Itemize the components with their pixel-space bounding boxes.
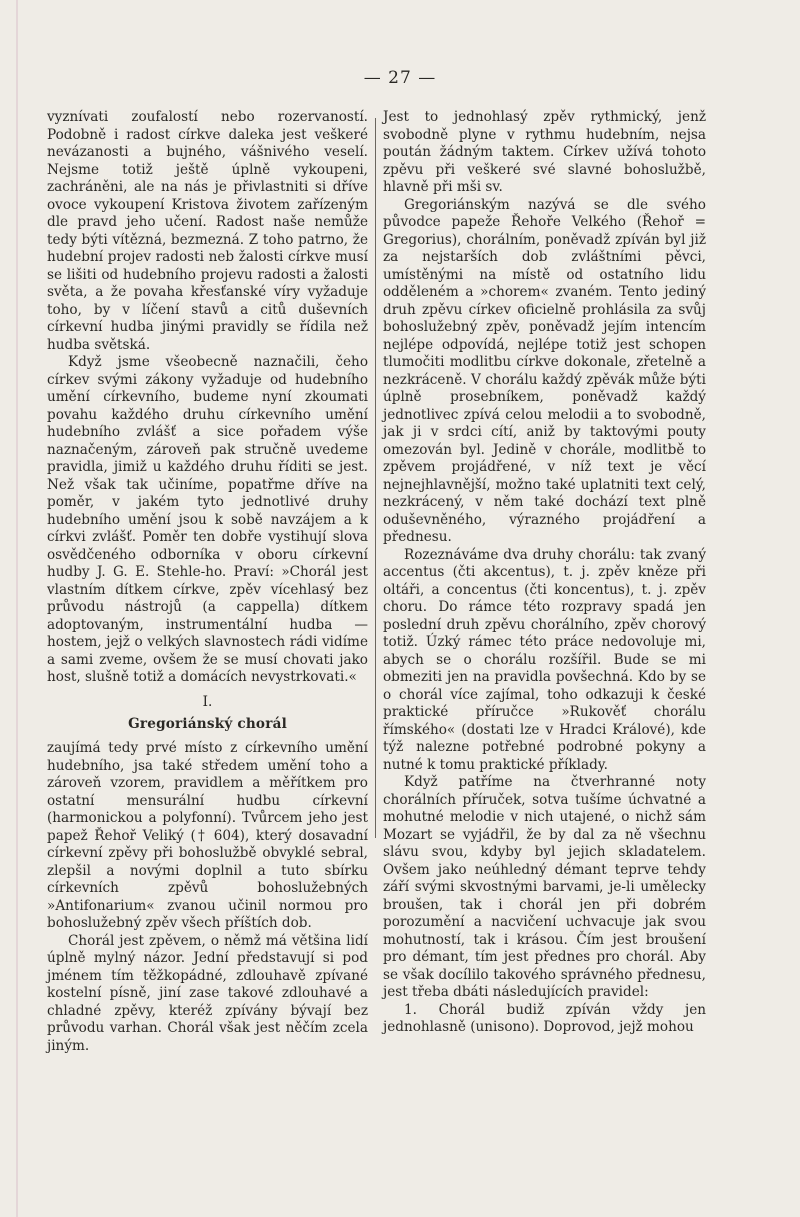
paragraph: Gregoriánským nazývá se dle svého původce papeže Řehoře Velkého (Řehoř = Gregorius), chorálním, poněvadž zpíván byl již za nejstarších dob zvláštními pěvci, umístěnými na místě od ostatního lidu odděleném a »chorem« zvaném. Tento jediný druh zpěvu církev oficielně prohlásila za svůj bohoslužebný zpěv, poněvadž jejím intencím nejlépe odpovídá, nejlépe totiž jest schopen tlumočiti modlitbu církve dokonale, zřetelně a nezkráceně. V chorálu každý zpěvák může býti úplně prosebníkem, poněvadž každý jednotlivec zpívá celou melodii a to svobodně, jak ji v srdci cítí, aniž by taktovými pouty omezován byl. Jedině v chorále, modlitbě to zpěvem projádřené, v níž text je věcí nejnejhlavnější, možno také uplatniti text celý, nezkrácený, v něm také dochází text plně oduševněného, výrazného projádření a přednesu. [383,196,706,545]
paragraph: vyznívati zoufalostí nebo rozervaností. Podobně i radost církve daleka jest veškeré nevázanosti a bujného, vášnivého veselí. Nejsme totiž ještě úplně vykoupeni, zachráněni, ale na nás je přivlastniti si dříve ovoce vykoupení Kristova životem zařízeným dle pravd jeho učení. Radost naše nemůže tedy býti vítězná, bezmezná. Z toho patrno, že hudební projev radosti neb žalosti církve musí se lišiti od hudebního projevu radosti a žalosti světa, a že povaha křesťanské víry vyžaduje toho, by v líčení stavů a citů duševních církevní hudba jinými pravidly se řídila než hudba světská. [47,109,368,353]
section-title: Gregoriánský chorál [128,715,287,732]
column-divider [375,118,376,838]
paragraph: Když jsme všeobecně naznačili, čeho církev svými zákony vyžaduje od hudebního umění církevního, budeme nyní zkoumati povahu každého druhu církevního umění hudebního zvlášť a sice pořadem výše naznačeným, zároveň pak stručně uvedeme pravidla, jimiž u každého druhu říditi se jest. Než však tak učiníme, popatřme dříve na poměr, v jakém tyto jednotlivé druhy hudebního umění jsou k sobě navzájem a k církvi zvlášť. Poměr ten dobře vystihují slova osvědčeného odborníka v oboru církevní hudby J. G. E. Stehle-ho. Praví: »Chorál jest vlastním dítkem církve, zpěv vícehlasý bez průvodu nástrojů (a cappella) dítkem adoptovaným, instrumentální hudba — hostem, jejž o velkých slavnostech rádi vidíme a sami zveme, ovšem že se musí chovati jako host, slušně totiž a domácích nevystrkovati.« [47,354,368,685]
left-column [47,109,368,1055]
paragraph: Když patříme na čtverhranné noty chorálních příruček, sotva tušíme úchvatné a mohutné melodie v nich utajené, o nichž sám Mozart se vyjádřil, že by dal za ně všechnu slávu svou, kdyby byl jejich skladatelem. Ovšem jako neúhledný démant teprve tehdy září svými skvostnými barvami, je-li umělecky broušen, tak i chorál jen při dobrém porozumění a nacvičení uchvacuje jak svou mohutností, tak i krásou. Čím jest broušení pro démant, tím jest přednes pro chorál. Aby se však docílilo takového správného přednesu, jest třeba dbáti následujících pravidel: [383,774,706,1000]
paragraph: 1. Chorál budiž zpíván vždy jen jednohlasně (unisono). Doprovod, jejž mohou [383,1001,706,1035]
page-number: — 27 — [363,68,437,88]
page-edge-line [16,0,18,1217]
paragraph: zaujímá tedy prvé místo z církevního umění hudebního, jsa také středem umění toho a zároveň vzorem, pravidlem a měřítkem pro ostatní mensurální hudbu církevní (harmonickou a polyfonní). Tvůrcem jeho jest papež Řehoř Veliký († 604), který dosavadní církevní zpěvy při bohoslužbě obvyklé sebral, zlepšil a novými doplnil a tuto sbírku církevních zpěvů bohoslužebných »Antifonarium« zvanou učinil normou pro bohoslužebný zpěv všech příštích dob. [47,740,368,931]
right-column [383,109,706,1037]
paragraph: Jest to jednohlasý zpěv rythmický, jenž svobodně plyne v rythmu hudebním, nejsa poután žádným taktem. Církev užívá tohoto zpěvu při veškeré své slavné bohoslužbě, hlavně při mši sv. [383,109,706,195]
section-number: I. [202,693,213,710]
paragraph: Rozeznáváme dva druhy chorálu: tak zvaný accentus (čti akcentus), t. j. zpěv kněze při oltáři, a concentus (čti koncentus), t. j. zpěv choru. Do rámce této rozpravy spadá jen poslední druh zpěvu chorálního, zpěv chorový totiž. Úzký rámec této práce nedovoluje mi, abych se o chorálu rozšířil. Bude se mi obmeziti jen na pravidla povšechná. Kdo by se o chorál více zajímal, toho odkazuji k české praktické příručce »Rukověť chorálu římského« (dostati lze v Hradci Králové), kde týž nalezne potřebné podrobné pokyny a nutné k tomu praktické příklady. [383,546,706,773]
paragraph: Chorál jest zpěvem, o němž má většina lidí úplně mylný názor. Jední představují si pod jménem tím těžkopádné, zdlouhavě zpívané kostelní písně, jiní zase takové zdlouhavé a chladné zpěvy, kteréž zpívány bývají bez průvodu varhan. Chorál však jest něčím zcela jiným. [47,932,368,1054]
